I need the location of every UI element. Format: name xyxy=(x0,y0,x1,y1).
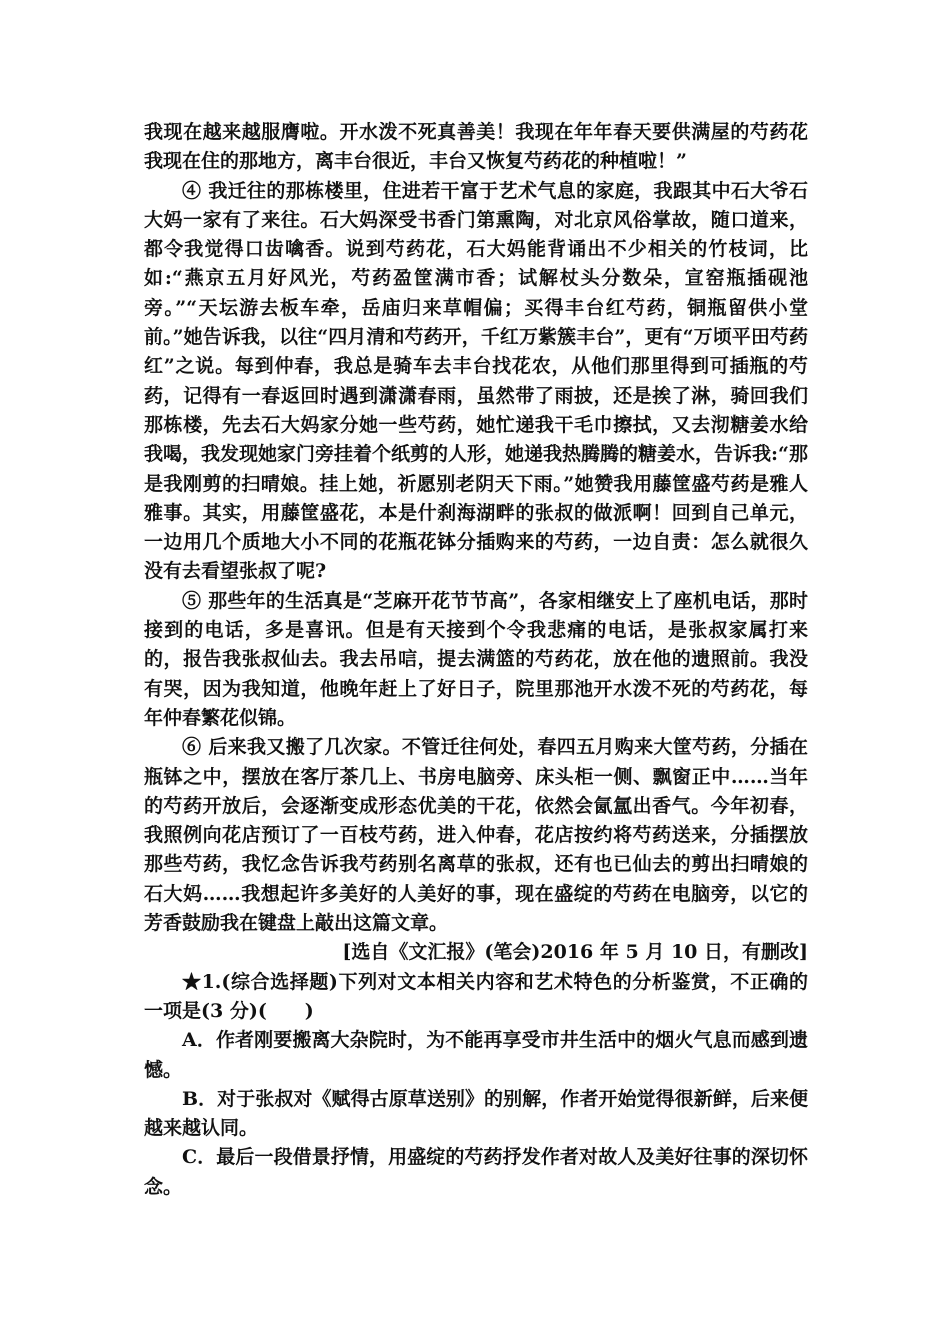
source-citation: [选自《文汇报》(笔会)2016 年 5 月 10 日，有删改] xyxy=(342,941,808,964)
option-c: C．最后一段借景抒情，用盛绽的芍药抒发作者对故人及美好往事的深切怀念。 xyxy=(144,1146,808,1198)
option-b: B．对于张叔对《赋得古原草送别》的别解，作者开始觉得很新鲜，后来便越来越认同。 xyxy=(144,1087,808,1140)
paragraph-5: ⑤ 那些年的生活真是“芝麻开花节节高”，各家相继安上了座机电话，那时接到的电话，多是喜讯。但是有天接到个令我悲痛的电话，是张叔家属打来的，报告我张叔仙去。我去吊唁，提去满篮的芍药花，放在他的遗照前。我没有哭，因为我知道，他晚年赶上了好日子，院里那池开水泼不死的芍药花，每年仲春繁花似锦。 xyxy=(144,589,808,729)
article-body xyxy=(144,118,808,1202)
paragraph-3-tail: 我现在越来越服膺啦。开水泼不死真善美！我现在年年春天要供满屋的芍药花我现在住的那地方，离丰台很近，丰台又恢复芍药花的种植啦！” xyxy=(144,121,808,173)
paragraph-4: ④ 我迁往的那栋楼里，住进若干富于艺术气息的家庭，我跟其中石大爷石大妈一家有了来往。石大妈深受书香门第熏陶，对北京风俗掌故，随口道来，都令我觉得口齿噙香。说到芍药花，石大妈能背诵出不少相关的竹枝词，比如:“燕京五月好风光，芍药盈筐满市香；试解杖头分数朵，宣窑瓶插砚池旁。”“天坛游去板车牵，岳庙归来草帽偏；买得丰台红芍药，铜瓶留供小堂前。”她告诉我，以往“四月清和芍药开，千红万紫簇丰台”，更有“万顷平田芍药红”之说。每到仲春，我总是骑车去丰台找花农，从他们那里得到可插瓶的芍药，记得有一春返回时遇到潇潇春雨，虽然带了雨披，还是挨了淋，骑回我们那栋楼，先去石大妈家分她一些芍药，她忙递我干毛巾擦拭，又去沏糖姜水给我喝，我发现她家门旁挂着个纸剪的人形，她递我热腾腾的糖姜水，告诉我:“那是我刚剪的扫晴娘。挂上她，祈愿别老阴天下雨。”她赞我用藤筐盛芍药是雅人雅事。其实，用藤筐盛花，本是什刹海湖畔的张叔的做派啊！回到自己单元，一边用几个质地大小不同的花瓶花钵分插购来的芍药，一边自责：怎么就很久没有去看望张叔了呢? xyxy=(144,179,808,583)
question-stem: ★1.(综合选择题)下列对文本相关内容和艺术特色的分析鉴赏，不正确的一项是(3 分)( ) xyxy=(144,970,808,1022)
paragraph-6: ⑥ 后来我又搬了几次家。不管迁往何处，春四五月购来大筐芍药，分插在瓶钵之中，摆放在客厅茶几上、书房电脑旁、床头柜一侧、飘窗正中……当年的芍药开放后，会逐渐变成形态优美的干花，依然会氤氲出香气。今年初春，我照例向花店预订了一百枝芍药，进入仲春，花店按约将芍药送来，分插摆放那些芍药，我忆念告诉我芍药别名离草的张叔，还有也已仙去的剪出扫晴娘的石大妈……我想起许多美好的人美好的事，现在盛绽的芍药在电脑旁，以它的芳香鼓励我在键盘上敲出这篇文章。 xyxy=(144,736,808,935)
option-a: A．作者刚要搬离大杂院时，为不能再享受市井生活中的烟火气息而感到遗憾。 xyxy=(144,1029,808,1081)
